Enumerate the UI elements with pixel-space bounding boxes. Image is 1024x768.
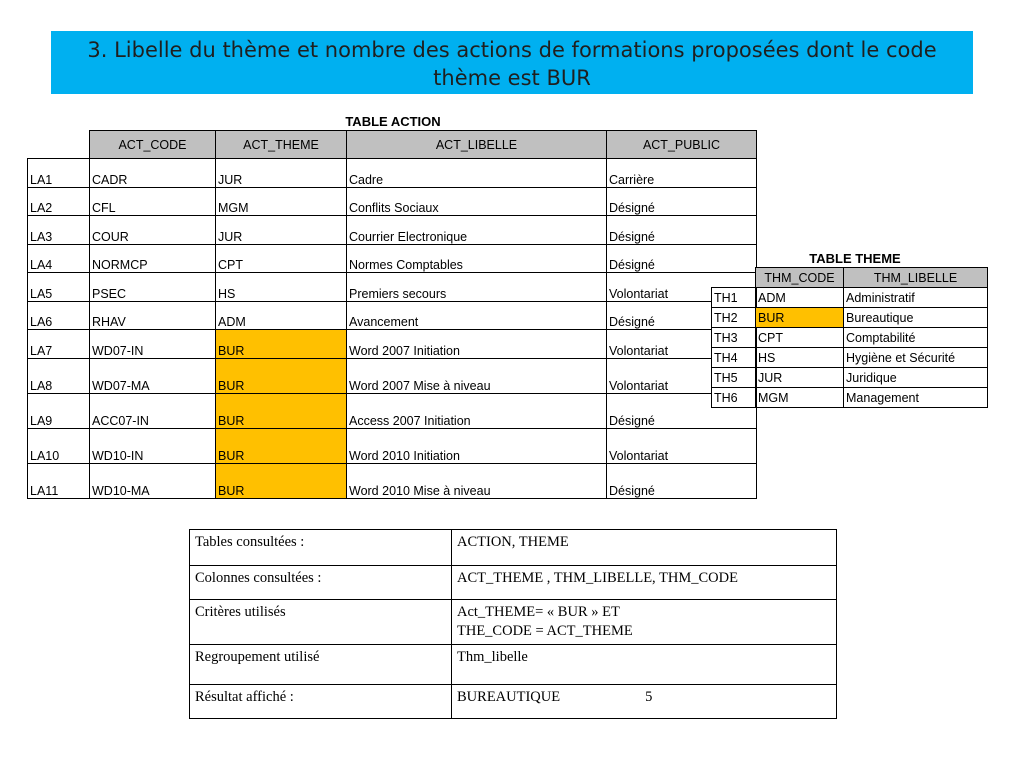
action-libelle-cell: Word 2010 Initiation	[347, 429, 607, 464]
action-code-cell: CFL	[90, 188, 216, 216]
action-table	[27, 130, 757, 499]
action-code-cell: WD10-IN	[90, 429, 216, 464]
action-row-id: LA8	[28, 359, 90, 394]
action-code-cell: PSEC	[90, 273, 216, 302]
theme-code-cell: ADM	[756, 288, 844, 308]
action-libelle-cell: Cadre	[347, 159, 607, 188]
theme-libelle-cell: Administratif	[844, 288, 988, 308]
action-row	[28, 394, 757, 429]
action-public-cell: Volontariat	[607, 330, 757, 359]
action-row-id: LA1	[28, 159, 90, 188]
action-header-cell: ACT_PUBLIC	[607, 131, 757, 159]
action-public-cell: Désigné	[607, 394, 757, 429]
theme-header-cell: THM_CODE	[756, 268, 844, 288]
summary-row-grouping	[190, 645, 837, 685]
action-public-cell: Désigné	[607, 216, 757, 245]
action-row	[28, 302, 757, 330]
action-libelle-cell: Avancement	[347, 302, 607, 330]
action-theme-cell: BUR	[216, 359, 347, 394]
theme-row-id: TH4	[712, 348, 756, 368]
action-theme-cell: HS	[216, 273, 347, 302]
action-public-cell: Volontariat	[607, 429, 757, 464]
action-theme-cell: BUR	[216, 394, 347, 429]
action-public-cell: Volontariat	[607, 273, 757, 302]
theme-row	[712, 368, 988, 388]
theme-row-id: TH1	[712, 288, 756, 308]
action-row-id: LA5	[28, 273, 90, 302]
action-theme-cell: ADM	[216, 302, 347, 330]
action-theme-cell: BUR	[216, 429, 347, 464]
criteria-line: Act_THEME= « BUR » ET	[457, 604, 620, 620]
theme-libelle-cell: Hygiène et Sécurité	[844, 348, 988, 368]
theme-libelle-cell: Comptabilité	[844, 328, 988, 348]
theme-code-cell: HS	[756, 348, 844, 368]
summary-label: Critères utilisés	[190, 600, 452, 645]
action-theme-cell: MGM	[216, 188, 347, 216]
action-row	[28, 429, 757, 464]
summary-row-result	[190, 685, 837, 719]
action-public-cell: Volontariat	[607, 359, 757, 394]
action-corner-cell	[28, 131, 90, 159]
action-row-id: LA3	[28, 216, 90, 245]
action-header-cell: ACT_THEME	[216, 131, 347, 159]
query-summary-table	[189, 529, 837, 719]
theme-row	[712, 388, 988, 408]
action-row-id: LA6	[28, 302, 90, 330]
action-row	[28, 216, 757, 245]
action-theme-cell: BUR	[216, 330, 347, 359]
theme-row-id: TH6	[712, 388, 756, 408]
summary-value: Thm_libelle	[452, 645, 837, 685]
action-row	[28, 464, 757, 499]
action-libelle-cell: Courrier Electronique	[347, 216, 607, 245]
theme-code-cell: CPT	[756, 328, 844, 348]
criteria-line: THE_CODE = ACT_THEME	[457, 623, 633, 639]
action-row-id: LA10	[28, 429, 90, 464]
summary-label: Tables consultées :	[190, 530, 452, 566]
theme-row	[712, 348, 988, 368]
action-row-id: LA7	[28, 330, 90, 359]
theme-corner-cell	[712, 268, 756, 288]
action-header-cell: ACT_LIBELLE	[347, 131, 607, 159]
theme-row-id: TH2	[712, 308, 756, 328]
summary-value: ACT_THEME , THM_LIBELLE, THM_CODE	[452, 566, 837, 600]
theme-libelle-cell: Juridique	[844, 368, 988, 388]
summary-row-tables	[190, 530, 837, 566]
slide-title-line2: thème est BUR	[433, 66, 591, 90]
theme-code-cell: JUR	[756, 368, 844, 388]
action-code-cell: RHAV	[90, 302, 216, 330]
action-libelle-cell: Premiers secours	[347, 273, 607, 302]
action-code-cell: NORMCP	[90, 245, 216, 273]
theme-libelle-cell: Bureautique	[844, 308, 988, 328]
action-row	[28, 273, 757, 302]
summary-label: Résultat affiché :	[190, 685, 452, 719]
slide-title-line1: 3. Libelle du thème et nombre des actions de formations proposées dont le code	[87, 38, 937, 62]
action-row-id: LA2	[28, 188, 90, 216]
action-table-caption: TABLE ACTION	[345, 114, 441, 129]
theme-row-id: TH5	[712, 368, 756, 388]
summary-row-criteria	[190, 600, 837, 645]
summary-value	[452, 685, 837, 719]
action-libelle-cell: Conflits Sociaux	[347, 188, 607, 216]
action-libelle-cell: Access 2007 Initiation	[347, 394, 607, 429]
theme-row-id: TH3	[712, 328, 756, 348]
theme-row	[712, 308, 988, 328]
action-libelle-cell: Word 2007 Initiation	[347, 330, 607, 359]
action-row-id: LA4	[28, 245, 90, 273]
action-theme-cell: BUR	[216, 464, 347, 499]
theme-libelle-cell: Management	[844, 388, 988, 408]
action-theme-cell: JUR	[216, 159, 347, 188]
action-row	[28, 159, 757, 188]
theme-table-caption: TABLE THEME	[809, 251, 901, 266]
action-header-cell: ACT_CODE	[90, 131, 216, 159]
action-code-cell: WD07-IN	[90, 330, 216, 359]
action-row	[28, 359, 757, 394]
action-row	[28, 245, 757, 273]
action-code-cell: ACC07-IN	[90, 394, 216, 429]
action-row-id: LA11	[28, 464, 90, 499]
action-row	[28, 188, 757, 216]
action-public-cell: Désigné	[607, 188, 757, 216]
action-libelle-cell: Normes Comptables	[347, 245, 607, 273]
summary-label: Regroupement utilisé	[190, 645, 452, 685]
summary-value	[452, 600, 837, 645]
action-theme-cell: JUR	[216, 216, 347, 245]
result-label-value: BUREAUTIQUE	[457, 689, 561, 705]
action-row	[28, 330, 757, 359]
action-public-cell: Désigné	[607, 464, 757, 499]
summary-value: ACTION, THEME	[452, 530, 837, 566]
action-code-cell: WD07-MA	[90, 359, 216, 394]
action-row-id: LA9	[28, 394, 90, 429]
action-public-cell: Désigné	[607, 302, 757, 330]
summary-row-columns	[190, 566, 837, 600]
action-code-cell: COUR	[90, 216, 216, 245]
action-public-cell: Carrière	[607, 159, 757, 188]
action-theme-cell: CPT	[216, 245, 347, 273]
action-public-cell: Désigné	[607, 245, 757, 273]
summary-label: Colonnes consultées :	[190, 566, 452, 600]
action-libelle-cell: Word 2007 Mise à niveau	[347, 359, 607, 394]
theme-code-cell: MGM	[756, 388, 844, 408]
theme-code-cell: BUR	[756, 308, 844, 328]
action-libelle-cell: Word 2010 Mise à niveau	[347, 464, 607, 499]
result-count: 5	[645, 689, 653, 705]
action-code-cell: WD10-MA	[90, 464, 216, 499]
theme-row	[712, 288, 988, 308]
action-code-cell: CADR	[90, 159, 216, 188]
theme-row	[712, 328, 988, 348]
theme-header-cell: THM_LIBELLE	[844, 268, 988, 288]
slide-title	[51, 31, 973, 94]
theme-table	[711, 267, 988, 408]
